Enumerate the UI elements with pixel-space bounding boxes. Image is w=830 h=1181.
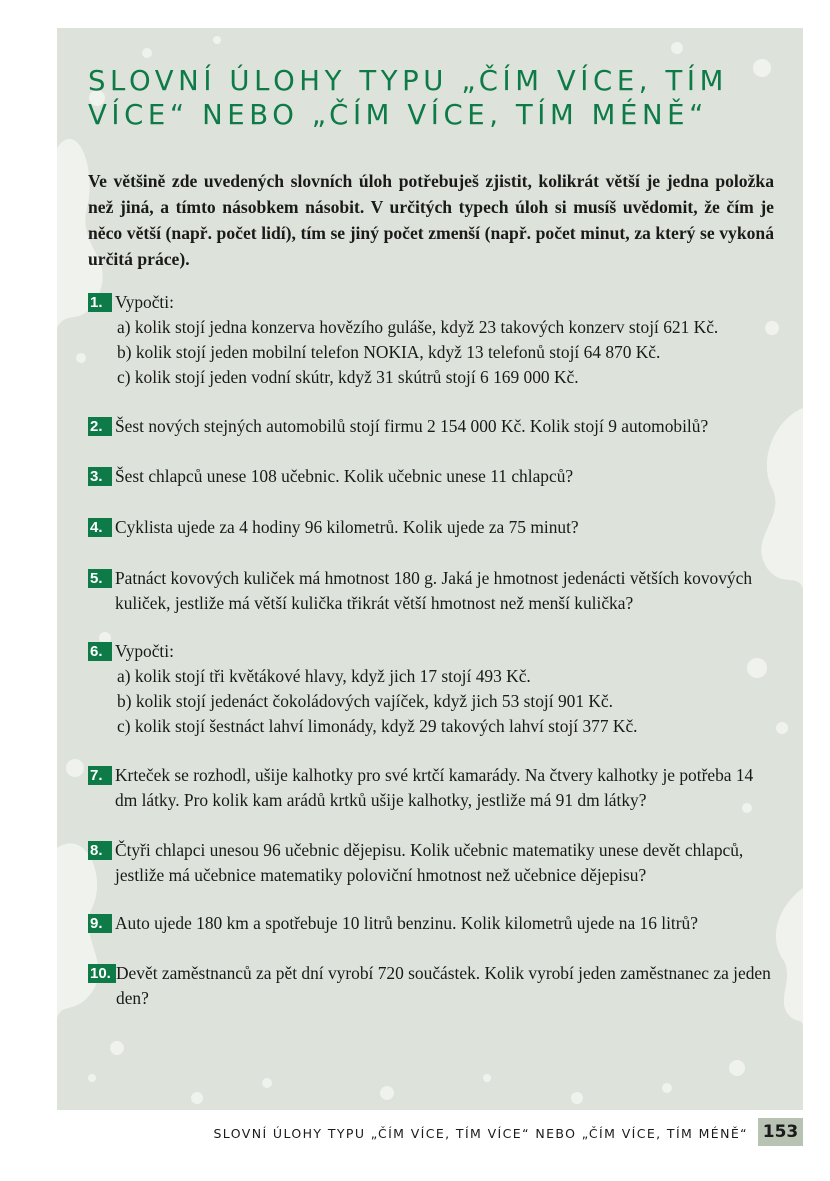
task-subitem: b) kolik stojí jedenáct čokoládových vajíček, když jich 53 stojí 901 Kč. [117, 691, 613, 711]
task-text: Čtyři chlapci unesou 96 učebnic dějepisu. Kolik učebnic matematiky unese devět chlapců, jestliže má učebnice matematiky poloviční hmotnost než učebnice dějepisu? [115, 840, 744, 885]
task-subitem: c) kolik stojí šestnáct lahví limonády, když 29 takových lahví stojí 377 Kč. [117, 716, 638, 736]
task-text: Auto ujede 180 km a spotřebuje 10 litrů benzinu. Kolik kilometrů ujede na 16 litrů? [115, 913, 698, 933]
task-8 [88, 838, 778, 888]
task-number-badge: 1. [88, 293, 112, 312]
task-subitem: c) kolik stojí jeden vodní skútr, když 31 skútrů stojí 6 169 000 Kč. [117, 367, 579, 387]
task-number-badge: 7. [88, 766, 112, 785]
task-4 [88, 515, 778, 540]
task-9 [88, 911, 778, 936]
task-6 [88, 639, 778, 739]
task-text: Cyklista ujede za 4 hodiny 96 kilometrů. Kolik ujede za 75 minut? [115, 517, 579, 537]
task-number-badge: 4. [88, 518, 112, 537]
task-number-badge: 9. [88, 914, 112, 933]
running-footer: SLOVNÍ ÚLOHY TYPU „ČÍM VÍCE, TÍM VÍCE“ NEBO „ČÍM VÍCE, TÍM MÉNĚ“ [213, 1126, 748, 1141]
task-text: Krteček se rozhodl, ušije kalhotky pro své krtčí kamarády. Na čtvery kalhotky je potřeba 14 dm látky. Pro kolik kam arádů krtků ušije kalhotky, jestliže má 91 dm látky? [115, 765, 754, 810]
task-3 [88, 464, 778, 489]
task-text: Šest nových stejných automobilů stojí firmu 2 154 000 Kč. Kolik stojí 9 automobilů? [115, 416, 709, 436]
task-number-badge: 6. [88, 642, 112, 661]
intro-paragraph: Ve většině zde uvedených slovních úloh potřebuješ zjistit, kolikrát větší je jedna položka než jiná, a tímto násobkem násobit. V určitých typech úloh si musíš uvědomit, že čím je něco větší (např. počet lidí), tím se jiný počet zmenší (např. počet minut, za který se vykoná určitá práce). [88, 171, 774, 269]
task-7 [88, 763, 778, 813]
task-number-badge: 10. [88, 964, 116, 983]
task-text: Patnáct kovových kuliček má hmotnost 180 g. Jaká je hmotnost jedenácti větších kovových kuliček, jestliže má větší kulička třikrát větší hmotnost než menší kulička? [115, 568, 753, 613]
task-1 [88, 290, 778, 390]
task-2 [88, 414, 778, 439]
task-number-badge: 2. [88, 417, 112, 436]
task-number-badge: 3. [88, 467, 112, 486]
page-title: SLOVNÍ ÚLOHY TYPU „ČÍM VÍCE, TÍM VÍCE“ NEBO „ČÍM VÍCE, TÍM MÉNĚ“ [88, 65, 728, 131]
task-10 [88, 961, 778, 1011]
task-text: Vypočti: [115, 641, 174, 661]
page-number: 153 [758, 1118, 803, 1146]
task-subitem: a) kolik stojí jedna konzerva hovězího guláše, když 23 takových konzerv stojí 621 Kč. [117, 317, 719, 337]
task-number-badge: 8. [88, 841, 112, 860]
task-subitem: b) kolik stojí jeden mobilní telefon NOKIA, když 13 telefonů stojí 64 870 Kč. [117, 342, 661, 362]
task-text: Vypočti: [115, 292, 174, 312]
task-subitem: a) kolik stojí tři květákové hlavy, když jich 17 stojí 493 Kč. [117, 666, 531, 686]
task-5 [88, 566, 778, 616]
task-text: Šest chlapců unese 108 učebnic. Kolik učebnic unese 11 chlapců? [115, 466, 574, 486]
task-number-badge: 5. [88, 569, 112, 588]
task-text: Devět zaměstnanců za pět dní vyrobí 720 součástek. Kolik vyrobí jeden zaměstnanec za jeden den? [116, 963, 771, 1008]
